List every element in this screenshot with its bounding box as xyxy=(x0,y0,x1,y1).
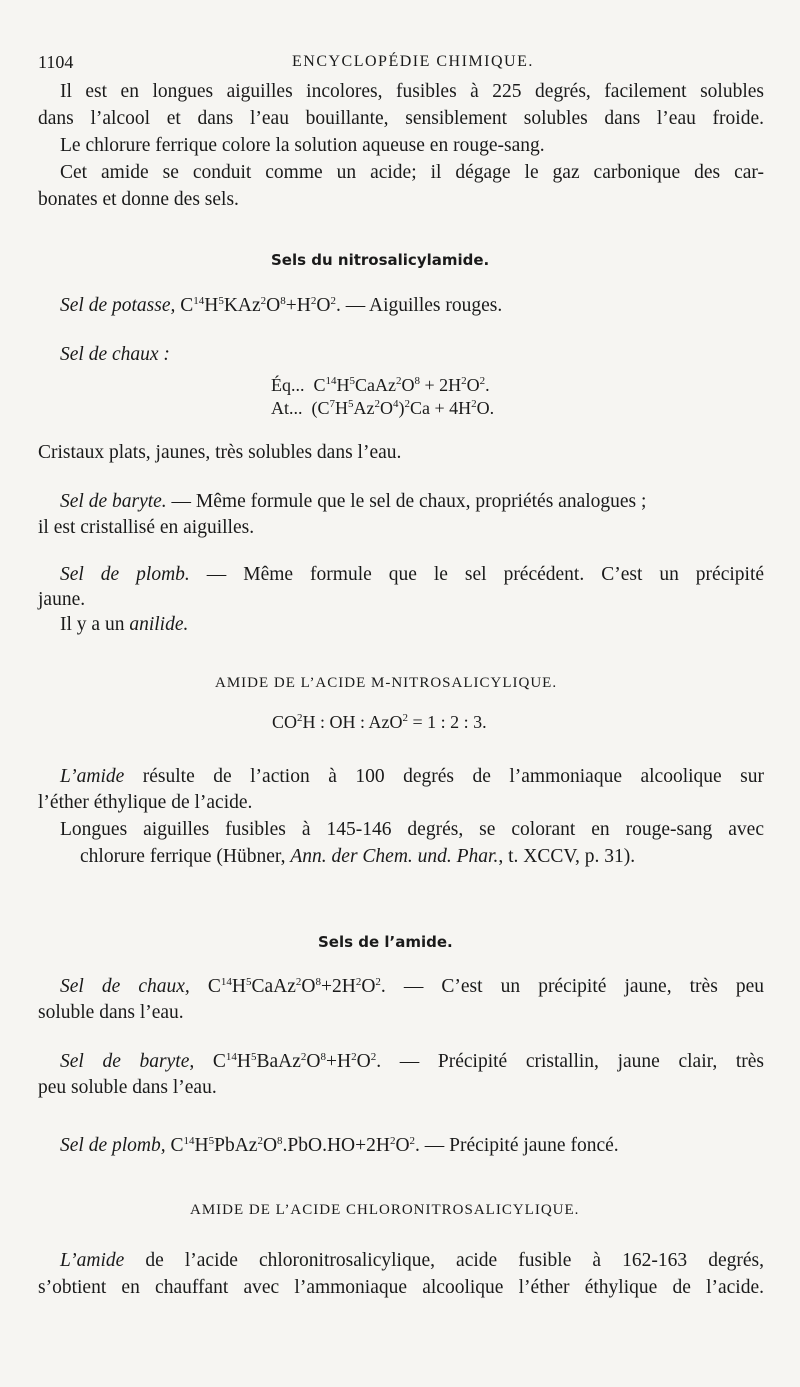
intro-line-3: Le chlorure ferrique colore la solution aqueuse en rouge-sang. xyxy=(60,135,545,156)
chloro-amide-line-2: s’obtient en chauffant avec l’ammoniaque alcoolique l’éther éthylique de l’acide. xyxy=(38,1277,764,1298)
citation-journal: Ann. der Chem. und. Phar. xyxy=(290,846,499,867)
formula-eq-label: Éq... xyxy=(271,375,305,395)
section-title-chloronitrosalicylique: AMIDE DE L’ACIDE CHLORONITROSALICYLIQUE. xyxy=(190,1202,580,1218)
sel-baryte-line xyxy=(60,490,646,514)
anilide-pre: Il y a un xyxy=(60,614,125,635)
amide-line-1 xyxy=(60,765,764,789)
sel-plomb-line xyxy=(60,563,764,587)
formula-at: $(C^7H^5Az^2O^4)^2Ca + 4H^2O$. xyxy=(307,398,495,418)
section-title-nitrosalicylamide: Sels du nitrosalicylamide. xyxy=(271,251,490,269)
amide-line-1-text: résulte de l’action à 100 degrés de l’ammoniaque alcoolique sur xyxy=(142,766,765,787)
sel-potasse-line xyxy=(60,294,502,318)
citation-pre: chlorure ferrique (Hübner, xyxy=(80,846,286,867)
intro-line-4: Cet amide se conduit comme un acide; il dégage le gaz carbonique des car- xyxy=(60,162,764,183)
amide-chaux-line-2: soluble dans l’eau. xyxy=(38,1002,184,1023)
amide-plomb-desc: — Précipité jaune foncé. xyxy=(424,1135,619,1156)
amide-chaux-line xyxy=(60,975,764,999)
sel-baryte-line-2: il est cristallisé en aiguilles. xyxy=(38,517,255,538)
amide-line-2: l’éther éthylique de l’acide. xyxy=(38,792,253,813)
amide-line-4 xyxy=(80,845,635,869)
amide-plomb-line xyxy=(60,1134,619,1158)
sel-plomb-label: Sel de plomb. xyxy=(60,564,190,585)
sel-potasse-label: Sel de potasse, xyxy=(60,295,176,316)
running-title: ENCYCLOPÉDIE CHIMIQUE. xyxy=(292,53,534,70)
amide-chaux-label: Sel de chaux, xyxy=(60,976,190,997)
amide-baryte-line xyxy=(60,1050,764,1074)
intro-line-2: dans l’alcool et dans l’eau bouillante, sensiblement solubles dans l’eau froide. xyxy=(38,108,764,129)
anilide-line xyxy=(60,613,188,637)
amide-line-3: Longues aiguilles fusibles à 145-146 degrés, se colorant en rouge-sang avec xyxy=(60,819,764,840)
formula-eq: $C^{14}H^5CaAz^2O^8 + 2H^2O^2$. xyxy=(309,375,490,395)
substitution-formula: $CO^2H$ : OH : AzO$^2$ = 1 : 2 : 3. xyxy=(272,712,487,732)
sel-potasse-formula: $C^{14}H^5KAz^2O^8+H^2O^2$. xyxy=(180,295,341,316)
page-number: 1104 xyxy=(38,52,74,72)
amide-baryte-label: Sel de baryte, xyxy=(60,1051,195,1072)
sel-baryte-label: Sel de baryte. xyxy=(60,491,167,512)
formula-at-line xyxy=(271,396,494,420)
amide-baryte-desc: — Précipité cristallin, jaune clair, très xyxy=(399,1051,765,1072)
citation-post: , t. XCCV, p. 31). xyxy=(498,846,636,867)
amide-chaux-desc: — C’est un précipité jaune, très peu xyxy=(403,976,764,997)
sel-potasse-desc: — Aiguilles rouges. xyxy=(345,295,503,316)
amide-plomb-formula: $C^{14}H^5PbAz^2O^8.PbO.HO+2H^2O^2$. xyxy=(170,1135,420,1156)
cristaux-line: Cristaux plats, jaunes, très solubles dans l’eau. xyxy=(38,442,402,463)
intro-line-1: Il est en longues aiguilles incolores, fusibles à 225 degrés, facilement solubles xyxy=(60,81,764,102)
chloro-amide-line-1-text: de l’acide chloronitrosalicylique, acide fusible à 162-163 degrés, xyxy=(145,1250,765,1271)
sel-baryte-desc: — Même formule que le sel de chaux, propriétés analogues ; xyxy=(171,491,647,512)
formula-at-label: At... xyxy=(271,398,303,418)
chloro-amide-word: L’amide xyxy=(60,1250,125,1271)
section-title-m-nitrosalicylique: AMIDE DE L’ACIDE M-NITROSALICYLIQUE. xyxy=(215,675,558,691)
chloro-amide-line-1 xyxy=(60,1249,764,1273)
amide-word: L’amide xyxy=(60,766,125,787)
intro-line-5: bonates et donne des sels. xyxy=(38,189,239,210)
amide-chaux-formula: $C^{14}H^5CaAz^2O^8+2H^2O^2$. xyxy=(207,976,386,997)
sel-plomb-desc: — Même formule que le sel précédent. C’est un précipité xyxy=(206,564,765,585)
formula-eq-line xyxy=(271,373,490,397)
amide-baryte-line-2: peu soluble dans l’eau. xyxy=(38,1077,217,1098)
amide-plomb-label: Sel de plomb, xyxy=(60,1135,166,1156)
section-title-sels-amide: Sels de l’amide. xyxy=(318,933,453,951)
sel-plomb-line-2: jaune. xyxy=(38,589,86,610)
amide-baryte-formula: $C^{14}H^5BaAz^2O^8+H^2O^2$. xyxy=(212,1051,382,1072)
anilide-word: anilide. xyxy=(129,614,189,635)
sel-chaux-label: Sel de chaux : xyxy=(60,344,170,365)
